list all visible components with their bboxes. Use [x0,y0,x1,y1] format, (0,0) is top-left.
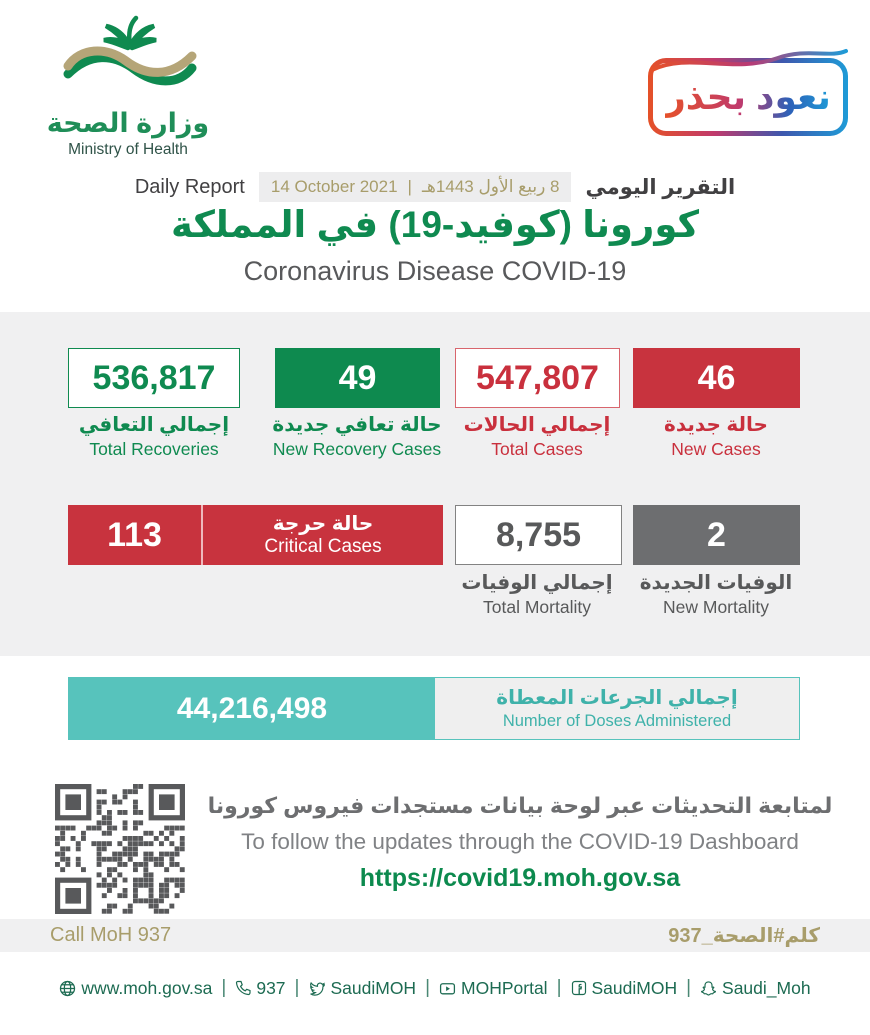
phone-icon [235,980,251,996]
critical-cases-value: 113 [68,505,203,565]
new-recovery-cases-value: 49 [275,348,440,408]
new-mortality-value: 2 [633,505,800,565]
facebook-icon [571,980,587,996]
dashboard-text-english: To follow the updates through the COVID-19 Dashboard [241,829,799,854]
date-gregorian: 14 October 2021 [270,177,398,196]
footer-youtube-link[interactable]: MOHPortal [439,978,548,999]
footer-facebook-link[interactable]: SaudiMOH [571,978,678,999]
total-cases-value: 547,807 [455,348,620,408]
moh-logo-emblem [58,12,198,104]
footer-separator: | [425,977,431,998]
new-cases-label: حالة جديدة New Cases [664,414,768,459]
dashboard-url-link[interactable]: https://covid19.moh.gov.sa [359,864,681,892]
total-cases-label: إجمالي الحالات Total Cases [463,414,611,459]
total-mortality-value: 8,755 [455,505,622,565]
critical-cases-bar [68,505,443,565]
total-mortality-label: إجمالي الوفيات Total Mortality [461,572,613,617]
new-cases-value: 46 [633,348,800,408]
moh-logo-name-arabic: وزارة الصحة [46,108,210,138]
health-hashtag: كلم#الصحة_937 [668,925,820,947]
date-hijri: 8 ربيع الأول 1443هـ [421,177,560,196]
daily-report-label-en: Daily Report [134,175,245,198]
date-separator: | [407,177,412,196]
statistics-section [0,312,870,656]
dashboard-qr-code [55,784,185,914]
doses-administered-bar [68,677,800,740]
globe-icon [59,980,76,997]
daily-report-label-ar: التقرير اليومي [585,175,736,199]
dashboard-text-arabic: لمتابعة التحديثات عبر لوحة بيانات مستجدات فيروس كورونا [207,793,833,818]
footer-phone-link[interactable]: 937 [235,978,285,999]
twitter-icon [308,980,325,997]
footer-separator: | [556,977,562,998]
new-recovery-cases-label: حالة تعافي جديدة New Recovery Cases [272,414,442,459]
footer-website-link[interactable]: www.moh.gov.sa [59,978,212,999]
critical-cases-label: حالة حرجة Critical Cases [264,512,382,557]
footer-twitter-link[interactable]: SaudiMOH [308,978,416,999]
dashboard-info [180,793,860,893]
page-title-english: Coronavirus Disease COVID-19 [243,256,627,286]
social-footer [0,977,870,999]
doses-administered-label: إجمالي الجرعات المعطاة Number of Doses Administered [435,678,799,739]
footer-separator: | [686,977,692,998]
doses-administered-value: 44,216,498 [69,678,435,739]
footer-snapchat-link[interactable]: Saudi_Moh [700,978,811,999]
return-with-caution-badge [648,46,848,138]
footer-separator: | [221,977,227,998]
contact-strip [0,919,870,952]
snapchat-icon [700,980,717,997]
badge-swoosh-icon [648,46,848,74]
report-header-row [0,172,870,202]
page-title-arabic: كورونا (كوفيد-19) في المملكة [170,204,700,245]
moh-logo [38,12,218,159]
total-recoveries-label: إجمالي التعافي Total Recoveries [78,414,230,459]
total-recoveries-value: 536,817 [68,348,240,408]
report-date [259,172,572,202]
footer-separator: | [294,977,300,998]
new-mortality-label: الوفيات الجديدة New Mortality [639,572,793,617]
badge-slogan: نعود بحذر [665,76,831,117]
call-moh-label: Call MoH 937 [50,924,172,946]
youtube-icon [439,980,456,997]
moh-logo-name-english: Ministry of Health [68,140,188,158]
